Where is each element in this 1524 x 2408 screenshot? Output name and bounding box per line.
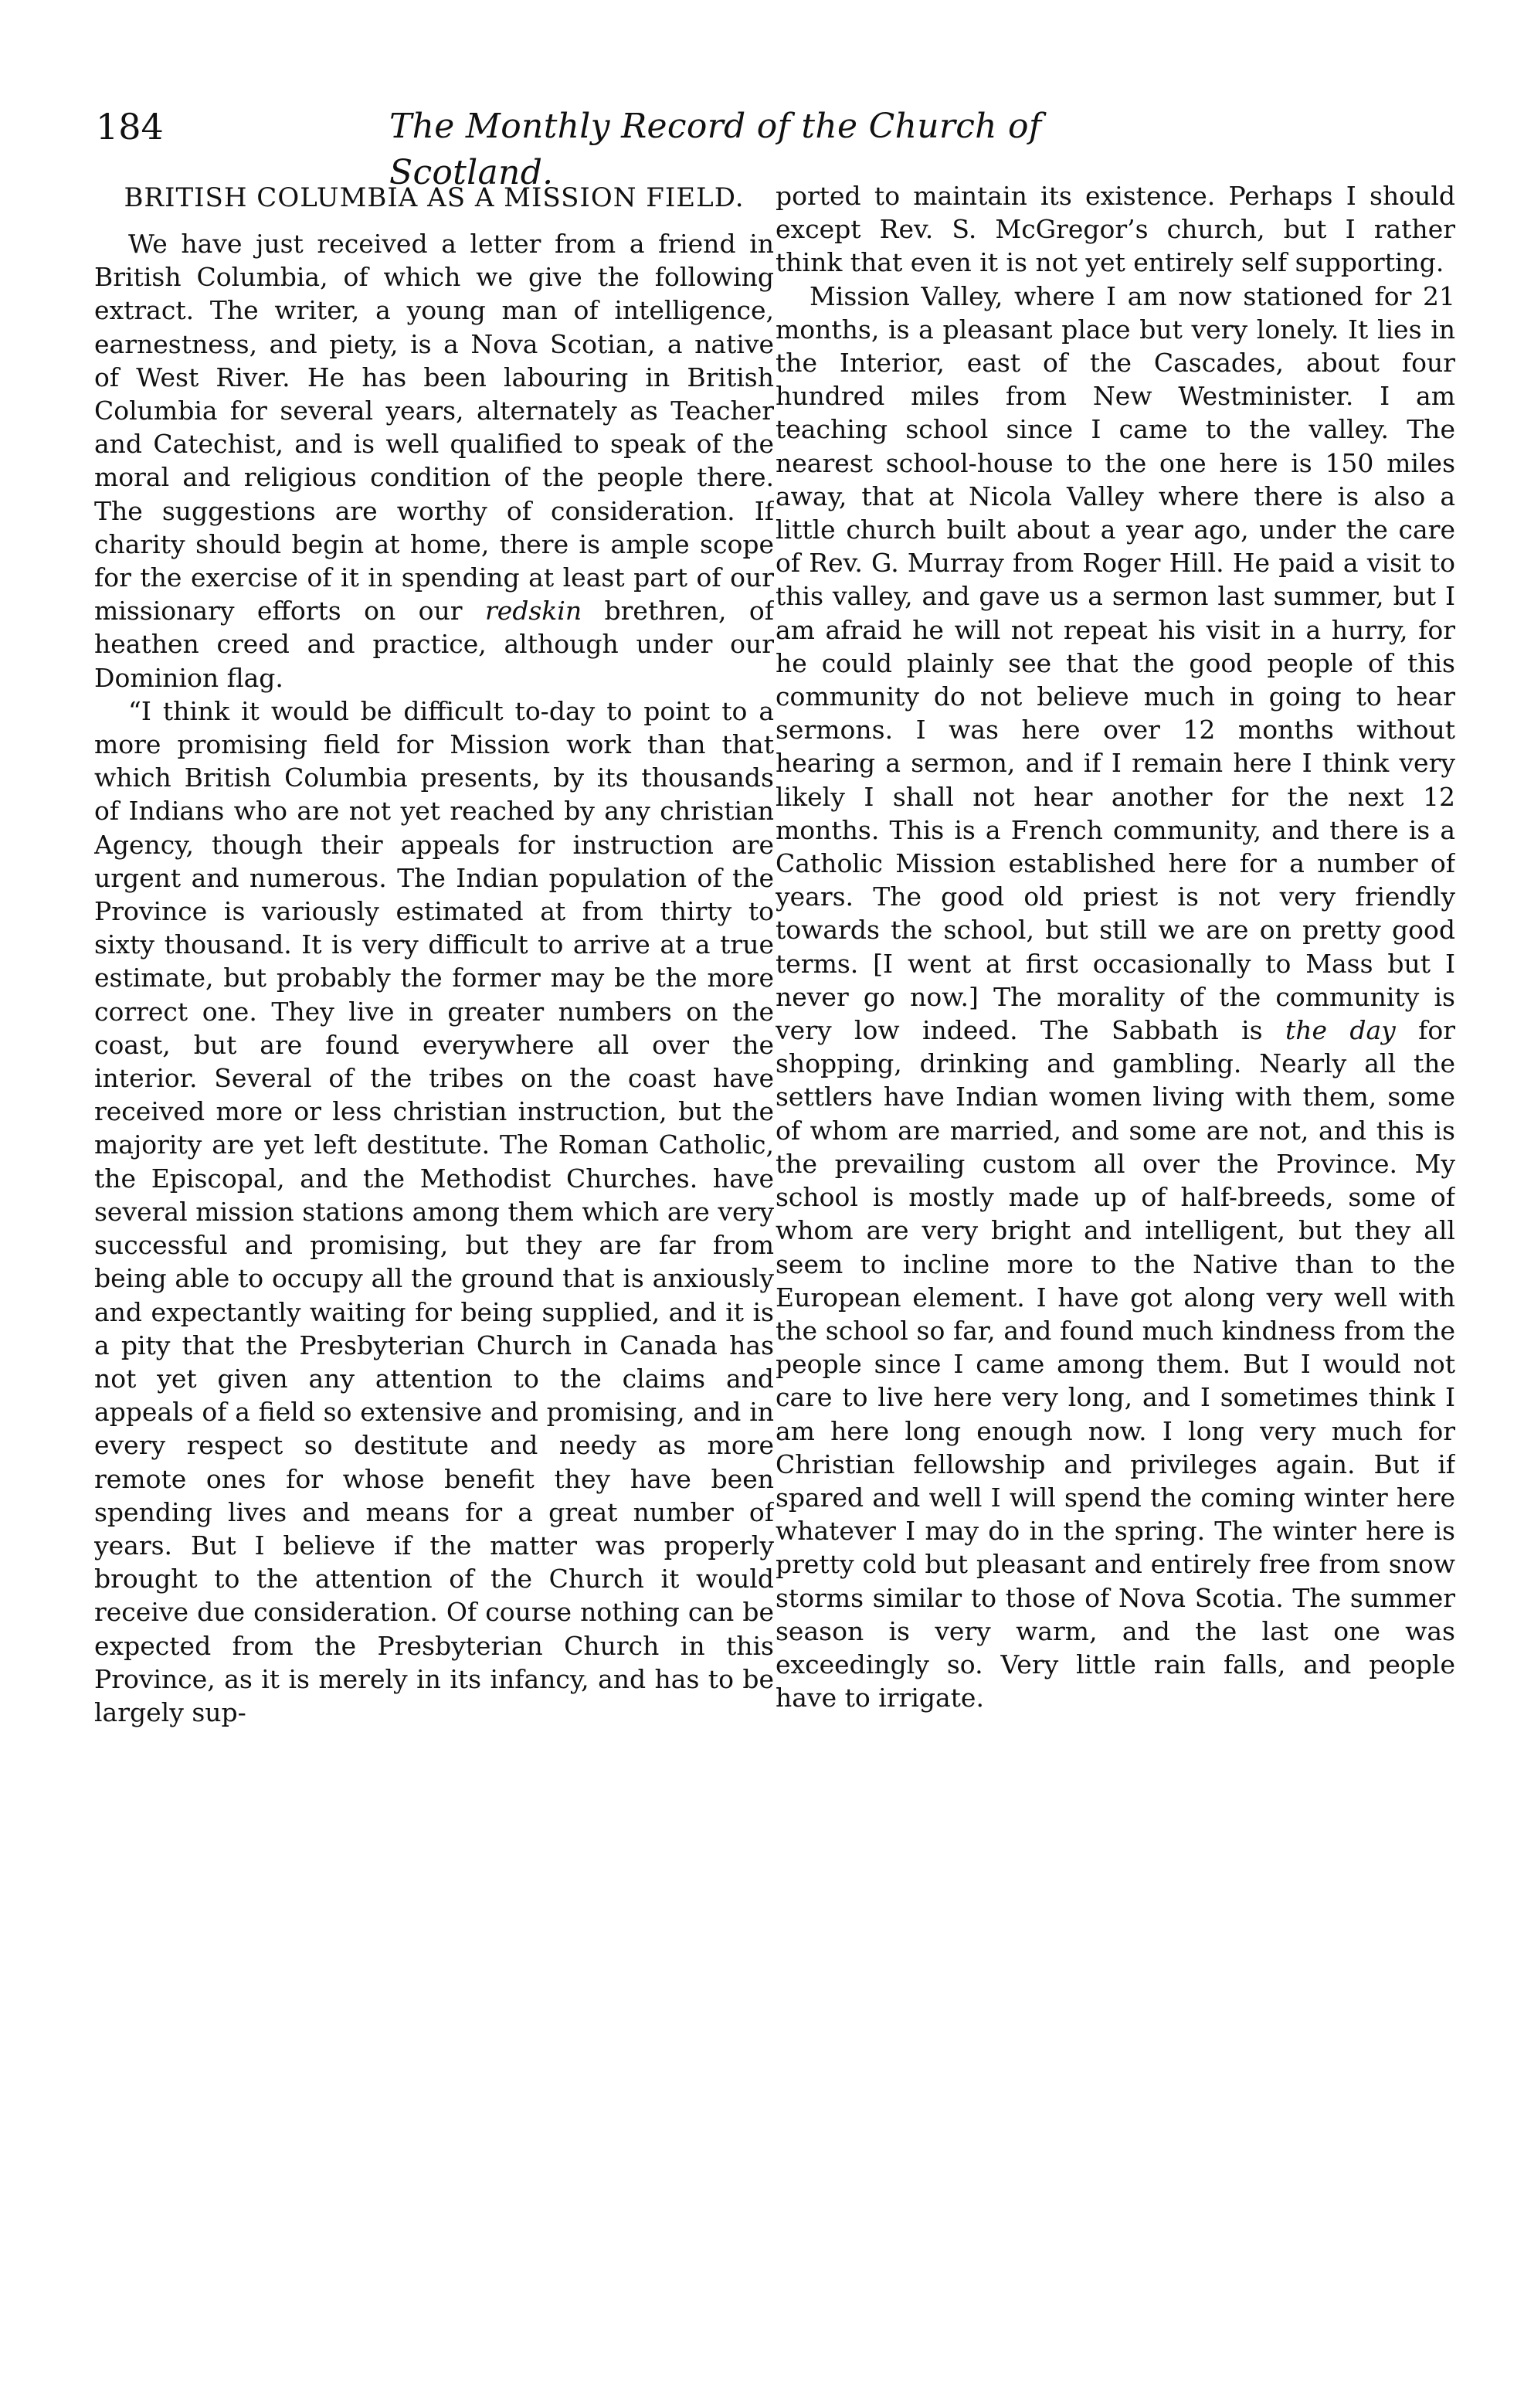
intro-text-end: brethren, of heathen creed and practice, although under our Dominion flag. [94, 596, 774, 693]
intro-paragraph [94, 227, 774, 695]
letter-paragraph-2-italic: the day [1285, 1015, 1396, 1046]
letter-paragraph-2 [776, 280, 1455, 1715]
page-header [96, 104, 1169, 192]
page-number: 184 [96, 106, 164, 148]
right-column [776, 179, 1455, 2342]
left-column [94, 179, 774, 2342]
article-title: BRITISH COLUMBIA AS A MISSION FIELD. [124, 182, 745, 213]
letter-paragraph-1: “I think it would be difficult to-day to point to a more promising field for Mission work than that which British Columbia presents, by its thousands of Indians who are not yet reached by any christian Agency, though their appeals for instruction are urgent and numerous. The Indian population of the Province is variously estimated at from thirty to sixty thousand. It is very difficult to arrive at a true estimate, but probably the former may be the more correct one. They live in greater numbers on the coast, but are found everywhere all over the interior. Several of the tribes on the coast have received more or less christian instruction, but the majority are yet left destitute. The Roman Catholic, the Episcopal, and the Methodist Churches. have several mission stations among them which are very successful and promising, but they are far from being able to occupy all the ground that is anxiously and expectantly waiting for being supplied, and it is a pity that the Presbyterian Church in Canada has not yet given any attention to the claims and appeals of a field so extensive and promising, and in every respect so destitute and needy as more remote ones for whose benefit they have been spending lives and means for a great number of years. But I believe if the matter was properly brought to the attention of the Church it would receive due consideration. Of course nothing can be expected from the Presbyterian Church in this Province, as it is merely in its infancy, and has to be largely sup- [94, 695, 774, 1727]
letter-paragraph-2-start: Mission Valley, where I am now stationed for 21 months, is a pleasant place but very lonely. It lies in the Interior, east of the Cascades, about four hundred miles from New Westminister. I am teaching school since I came to the valley. The nearest school-house to the one here is 150 miles away, that at Nicola Valley where there is also a little church built about a year ago, under the care of Rev. G. Murray from Roger Hill. He paid a visit to this valley, and gave us a sermon last summer, but I am afraid he will not repeat his visit in a hurry, for he could plainly see that the good people of this community do not believe much in going to hear sermons. I was here over 12 months without hearing a sermon, and if I remain here I think very likely I shall not hear another for the next 12 months. This is a French community, and there is a Catholic Mission established here for a number of years. The good old priest is not very friendly towards the school, but still we are on pretty good terms. [I went at first occasionally to Mass but I never go now.] The morality of the community is very low indeed. The Sabbath is [776, 280, 1455, 1046]
intro-text-start: We have just received a letter from a friend in British Columbia, of which we give the following extract. The writer, a young man of intelligence, earnestness, and piety, is a Nova Scotian, a native of West River. He has been labouring in British Columbia for several years, alternately as Teacher and Catechist, and is well qualified to speak of the moral and religious condition of the people there. The suggestions are worthy of consideration. If charity should begin at home, there is ample scope for the exercise of it in spending at least part of our missionary efforts on our [94, 229, 774, 627]
intro-italic-word: redskin [484, 596, 582, 627]
letter-paragraph-2-end: for shopping, drinking and gambling. Nearly all the settlers have Indian women living with them, some of whom are married, and some are not, and this is the prevailing custom all over the Province. My school is mostly made up of half-breeds, some of whom are very bright and intelligent, but they all seem to incline more to the Native than to the European element. I have got along very well with the school so far, and found much kindness from the people since I came among them. But I would not care to live here very long, and I sometimes think I am here long enough now. I long very much for Christian fellowship and privileges again. But if spared and well I will spend the coming winter here whatever I may do in the spring. The winter here is pretty cold but pleasant and entirely free from snow storms similar to those of Nova Scotia. The summer season is very warm, and the last one was exceedingly so. Very little rain falls, and people have to irrigate. [776, 1015, 1455, 1713]
letter-paragraph-1-continued: ported to maintain its existence. Perhaps I should except Rev. S. McGregor’s church, but I rather think that even it is not yet entirely self supporting. [776, 181, 1455, 278]
running-title: The Monthly Record of the Church of Scotland. [389, 107, 1042, 192]
